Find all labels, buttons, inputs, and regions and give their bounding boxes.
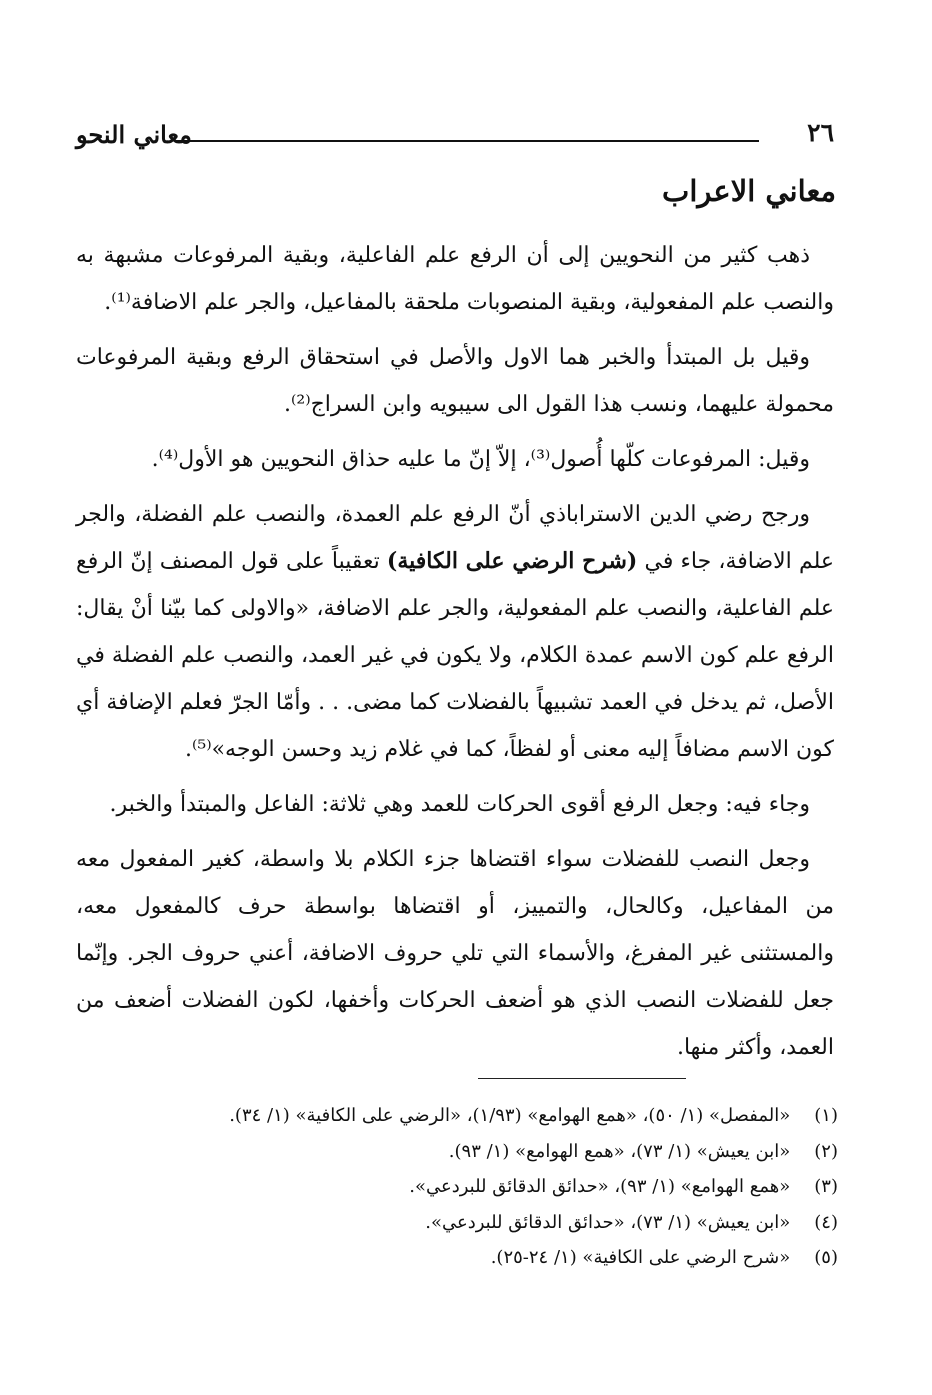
footnote-text: «شرح الرضي على الكافية» (١/ ٢٤-٢٥). — [490, 1247, 791, 1268]
paragraph: ذهب كثير من النحويين إلى أن الرفع علم الفاعلية، وبقية المرفوعات مشبهة به والنصب علم المفعولية، وبقية المنصوبات ملحقة بالمفاعيل، والجر علم الاضافة⁽¹⁾. — [76, 243, 834, 315]
header-rule — [176, 140, 759, 142]
paragraph-radi — [76, 491, 834, 773]
footnote-text: «المفصل» (١/ ٥٠)، «همع الهوامع» (١/٩٣)، «الرضي على الكافية» (١/ ٣٤). — [229, 1105, 791, 1126]
body-text — [76, 232, 834, 1079]
footnote-number: (١) — [814, 1105, 838, 1126]
page-header — [76, 118, 834, 158]
footnotes — [76, 1098, 838, 1276]
page-number: ٢٦ — [807, 118, 834, 147]
paragraph: وقيل: المرفوعات كلّها أُصول⁽³⁾، إلاّ إنّ ما عليه حذاق النحويين هو الأول⁽⁴⁾. — [151, 447, 810, 472]
paragraph-text: ورجح رضي الدين الاستراباذي أنّ الرفع علم العمدة، والنصب علم الفضلة، والجر علم الاضافة، جاء في — [76, 502, 835, 574]
footnote-number: (٥) — [814, 1247, 838, 1268]
paragraph: وجعل النصب للفضلات سواء اقتضاها جزء الكلام بلا واسطة، كغير المفعول معه من المفاعيل، وكالحال، والتمييز، أو اقتضاها بواسطة حرف كالمفعول معه، والمستثنى غير المفرغ، والأسماء التي تلي حروف الاضافة، أعني حروف الجر. وإنّما جعل للفضلات النصب الذي هو أضعف الحركات وأخفها، لكون الفضلات أضعف من العمد، وأكثر منها. — [76, 847, 834, 1060]
footnote-number: (٣) — [814, 1176, 838, 1197]
footnote-text: «ابن يعيش» (١/ ٧٣)، «همع الهوامع» (١/ ٩٣). — [448, 1140, 791, 1162]
footnote-number: (٢) — [814, 1140, 838, 1162]
footnote — [76, 1240, 838, 1276]
paragraph: وجاء فيه: وجعل الرفع أقوى الحركات للعمد وهي ثلاثة: الفاعل والمبتدأ والخبر. — [109, 792, 810, 817]
book-title: (شرح الرضي على الكافية) — [386, 548, 638, 574]
footnote-text: «ابن يعيش» (١/ ٧٣)، «حدائق الدقائق للبردعي». — [425, 1211, 791, 1233]
paragraph-text: تعقيباً على قول المصنف إنّ الرفع علم الفاعلية، والنصب علم المفعولية، والجر علم الاضافة، «والاولى كما بيّنا أنْ يقال: الرفع علم كون الاسم عمدة الكلام، ولا يكون في غير العمد، والنصب علم الفضلة في الأصل، ثم يدخل في العمد تشبيهاً بالفضلات كما مضى. . . وأمّا الجرّ فعلم الإضافة أي كون الاسم مضافاً إليه معنى أو لفظاً، كما في غلام زيد وحسن الوجه»⁽⁵⁾. — [76, 549, 834, 762]
section-title: معاني الاعراب — [662, 174, 836, 208]
footnote — [76, 1205, 838, 1241]
footnote — [76, 1098, 838, 1134]
footnote-rule — [478, 1078, 686, 1079]
footnote-number: (٤) — [814, 1211, 838, 1233]
running-title: معاني النحو — [76, 120, 192, 149]
footnote — [76, 1134, 838, 1170]
footnote — [76, 1169, 838, 1205]
footnote-text: «همع الهوامع» (١/ ٩٣)، «حدائق الدقائق للبردعي». — [409, 1176, 791, 1197]
paragraph: وقيل بل المبتدأ والخبر هما الاول والأصل في استحقاق الرفع وبقية المرفوعات محمولة عليهما، ونسب هذا القول الى سيبويه وابن السراج⁽²⁾. — [76, 345, 834, 417]
